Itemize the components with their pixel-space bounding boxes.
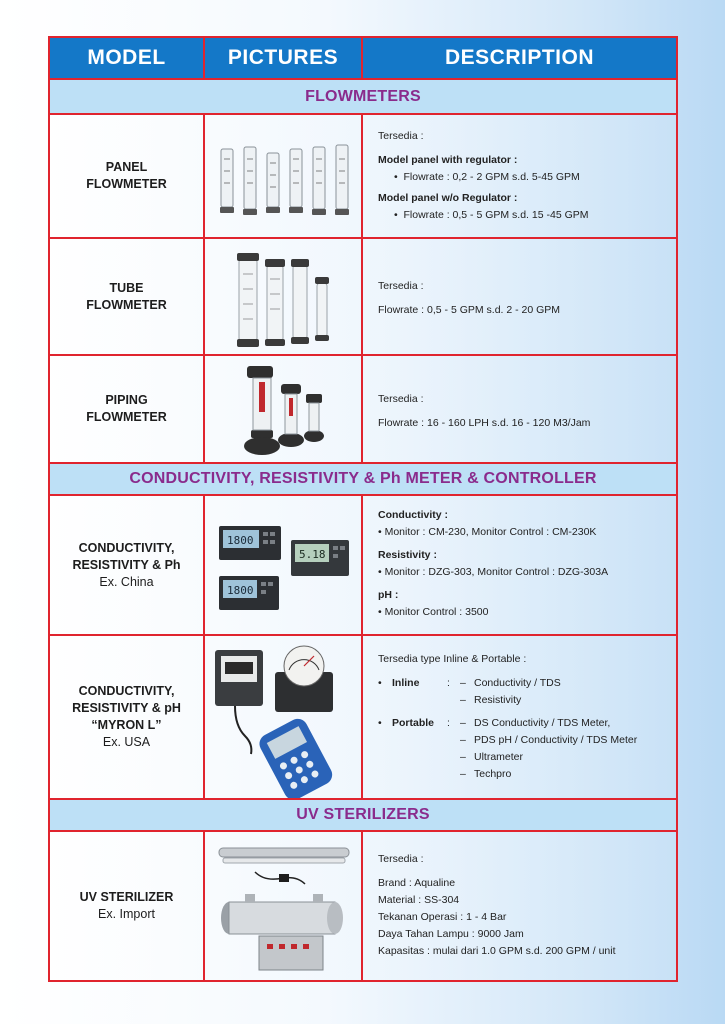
description-cell	[363, 356, 676, 462]
spec-heading: Conductivity :	[378, 509, 448, 521]
model-cell	[50, 239, 205, 354]
header-description: DESCRIPTION	[444, 46, 594, 69]
inline-label: Inline	[392, 677, 420, 689]
model-cell	[50, 115, 205, 237]
dash: –	[460, 768, 466, 780]
model-cell	[50, 496, 205, 634]
description-cell	[363, 239, 676, 354]
spec-heading: Model panel w/o Regulator :	[378, 192, 518, 204]
spec-line: Tekanan Operasi : 1 - 4 Bar	[378, 911, 507, 923]
model-cell	[50, 356, 205, 462]
piping-flowmeter-image	[205, 356, 361, 462]
row-uv-sterilizer	[50, 832, 676, 980]
dash: –	[460, 751, 466, 763]
dash: –	[460, 694, 466, 706]
inline-item: Conductivity / TDS	[474, 677, 561, 689]
header-pictures: PICTURES	[205, 38, 363, 78]
meter-display-3: 5.18	[299, 548, 326, 561]
model-origin: Ex. China	[99, 574, 154, 589]
model-name-line1: UV STERILIZER	[79, 890, 174, 904]
picture-cell	[205, 356, 363, 462]
dash: –	[460, 677, 466, 689]
spec-line: Material : SS-304	[378, 894, 460, 906]
row-panel-flowmeter	[50, 115, 676, 239]
section-flowmeters: FLOWMETERS	[50, 80, 676, 115]
header-model: MODEL	[50, 38, 205, 78]
tube-flowmeter-image	[205, 239, 361, 354]
model-name-line1: PIPING	[105, 393, 148, 407]
product-table	[48, 36, 678, 982]
row-piping-flowmeter	[50, 356, 676, 464]
picture-cell	[205, 636, 363, 798]
meter-display-2: 1800	[227, 584, 254, 597]
model-name-line1: PANEL	[105, 160, 148, 174]
tersedia-label: Tersedia :	[378, 393, 424, 405]
spec-value: • Monitor : CM-230, Monitor Control : CM-230K	[378, 526, 597, 538]
separator: :	[447, 717, 450, 729]
description-cell	[363, 115, 676, 237]
model-name-line1: CONDUCTIVITY,	[78, 684, 175, 698]
separator: :	[447, 677, 450, 689]
tersedia-label: Tersedia :	[378, 130, 424, 142]
spec-heading: pH :	[378, 589, 399, 601]
picture-cell	[205, 496, 363, 634]
portable-item: DS Conductivity / TDS Meter,	[474, 717, 611, 729]
spec-line: Daya Tahan Lampu : 9000 Jam	[378, 928, 524, 940]
section-uv-sterilizers: UV STERILIZERS	[50, 800, 676, 832]
portable-item: Ultrameter	[474, 751, 524, 763]
spec-bullet: • Flowrate : 0,2 - 2 GPM s.d. 5-45 GPM	[394, 171, 580, 183]
tersedia-label: Tersedia :	[378, 280, 424, 292]
spec-heading: Model panel with regulator :	[378, 154, 518, 166]
model-name-line2: FLOWMETER	[86, 177, 167, 191]
model-name-line2: RESISTIVITY & Ph	[72, 557, 181, 572]
row-conductivity-china	[50, 496, 676, 636]
picture-cell	[205, 239, 363, 354]
bullet: •	[378, 717, 382, 729]
meter-display-1: 1800	[227, 534, 254, 547]
dash: –	[460, 734, 466, 746]
spec-bullet: • Flowrate : 0,5 - 5 GPM s.d. 15 -45 GPM	[394, 209, 589, 221]
model-name-line1: TUBE	[109, 280, 144, 295]
section-conductivity: CONDUCTIVITY, RESISTIVITY & Ph METER & CONTROLLER	[50, 464, 676, 496]
tersedia-label: Tersedia :	[378, 853, 424, 865]
description-cell	[363, 636, 676, 798]
dash: –	[460, 717, 466, 729]
bullet: •	[378, 677, 382, 689]
model-origin: Ex. Import	[98, 907, 155, 921]
type-intro: Tersedia type Inline & Portable :	[378, 653, 527, 665]
spec-heading: Resistivity :	[378, 549, 437, 561]
flowrate-text: Flowrate : 0,5 - 5 GPM s.d. 2 - 20 GPM	[378, 304, 561, 316]
spec-value: Flowrate : 0,5 - 5 GPM s.d. 15 -45 GPM	[403, 209, 589, 221]
panel-flowmeter-image	[205, 115, 361, 237]
description-cell	[363, 496, 676, 634]
portable-item: Techpro	[474, 768, 512, 780]
portable-item: PDS pH / Conductivity / TDS Meter	[474, 734, 638, 746]
model-name-line2: RESISTIVITY & pH	[72, 701, 181, 715]
spec-value: • Monitor : DZG-303, Monitor Control : DZG-303A	[378, 566, 609, 578]
model-name-line3: “MYRON L”	[91, 718, 162, 732]
portable-label: Portable	[392, 717, 435, 729]
table-header	[50, 38, 676, 80]
row-conductivity-usa	[50, 636, 676, 800]
model-name-line2: FLOWMETER	[86, 297, 167, 312]
model-origin: Ex. USA	[102, 735, 151, 749]
conductivity-meters-image	[205, 496, 361, 634]
model-cell	[50, 832, 205, 980]
inline-item: Resistivity	[474, 694, 522, 706]
spec-line: Kapasitas : mulai dari 1.0 GPM s.d. 200 GPM / unit	[378, 945, 616, 957]
myron-l-meters-image	[205, 636, 361, 798]
model-cell	[50, 636, 205, 798]
flowrate-text: Flowrate : 16 - 160 LPH s.d. 16 - 120 M3/Jam	[378, 417, 591, 429]
spec-line: Brand : Aqualine	[378, 877, 456, 889]
spec-value: Flowrate : 0,2 - 2 GPM s.d. 5-45 GPM	[403, 171, 580, 183]
picture-cell	[205, 832, 363, 980]
row-tube-flowmeter	[50, 239, 676, 356]
picture-cell	[205, 115, 363, 237]
model-name-line2: FLOWMETER	[86, 410, 167, 424]
uv-sterilizer-image	[205, 832, 361, 978]
spec-value: • Monitor Control : 3500	[378, 606, 489, 618]
model-name-line1: CONDUCTIVITY,	[78, 540, 175, 555]
description-cell	[363, 832, 676, 980]
